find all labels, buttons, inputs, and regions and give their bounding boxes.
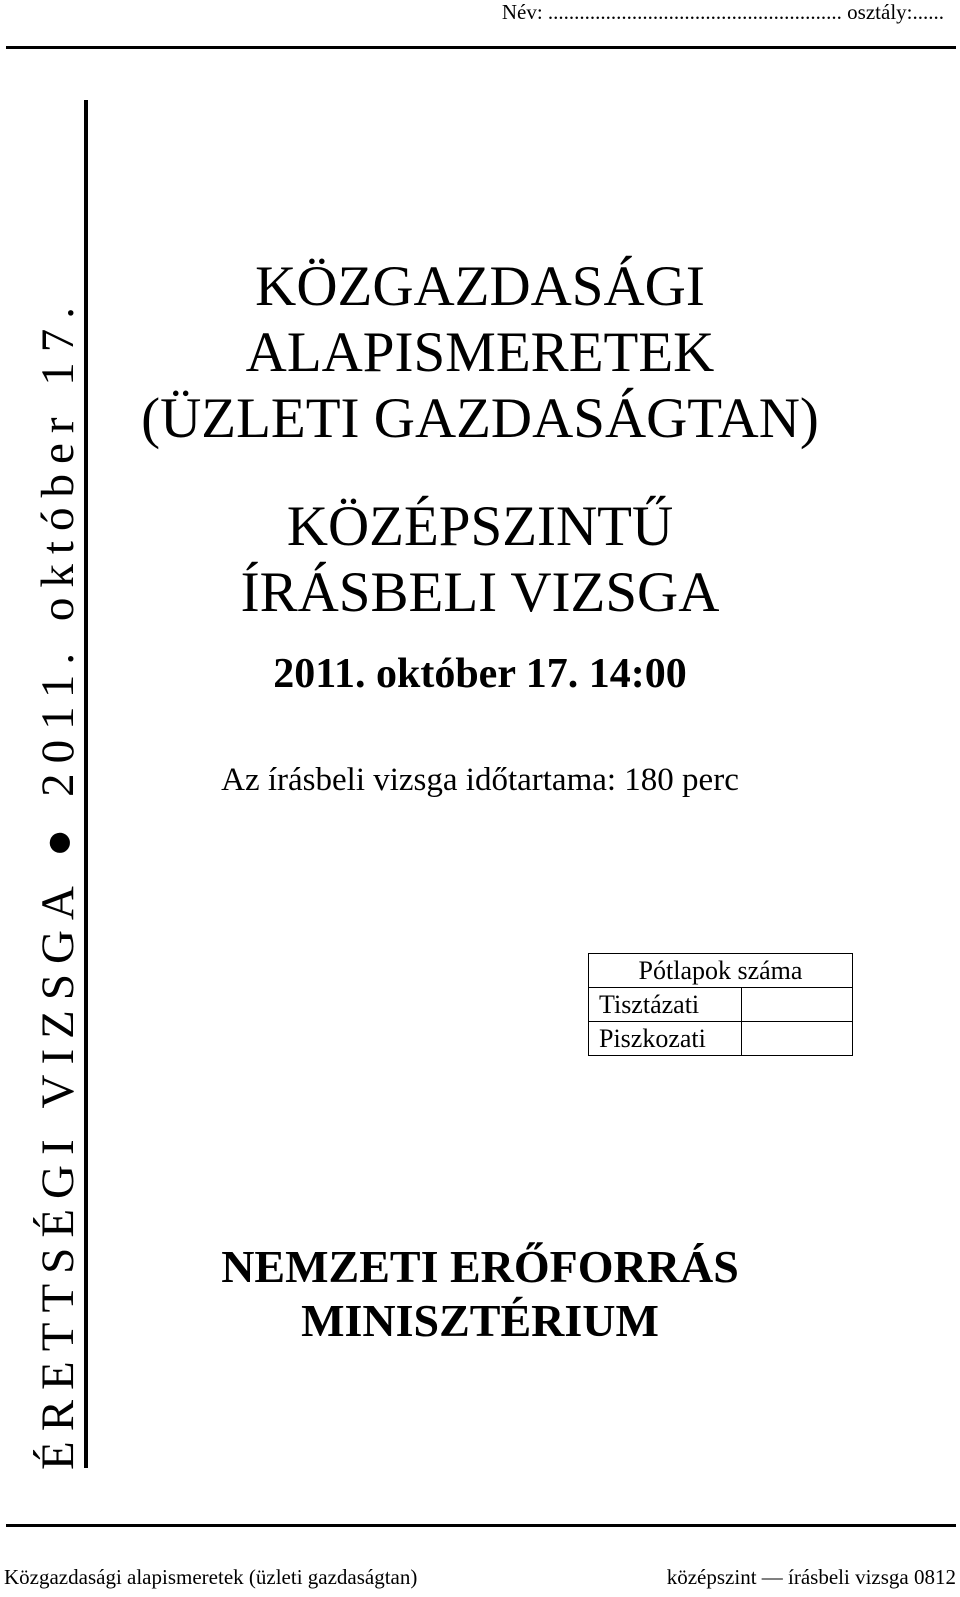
supplement-sheets-table — [588, 953, 853, 1056]
table-row-label: Piszkozati — [589, 1022, 742, 1056]
sidebar — [28, 100, 88, 1470]
table-header-cell: Pótlapok száma — [589, 954, 853, 988]
level-line-1: KÖZÉPSZINTŰ — [286, 495, 674, 558]
student-name-field: Név: ........................................................ osztály:...... — [501, 0, 944, 24]
subject-line-2: ALAPISMERETEK — [245, 321, 715, 384]
table-row — [589, 988, 853, 1022]
subject-title — [110, 254, 850, 452]
sidebar-divider — [84, 100, 88, 1468]
header-divider — [6, 46, 956, 49]
table-row-value — [742, 1022, 853, 1056]
exam-date: 2011. október 17. 14:00 — [273, 651, 687, 697]
table-row — [589, 1022, 853, 1056]
footer-divider — [6, 1524, 956, 1527]
footer-exam-code: középszint — írásbeli vizsga 0812 — [666, 1565, 956, 1589]
sidebar-vertical-title: ÉRETTSÉGI VIZSGA ● 2011. október 17. — [32, 297, 84, 1470]
table-row-value — [742, 988, 853, 1022]
ministry-line-2: MINISZTÉRIUM — [301, 1295, 659, 1346]
table-header-row — [589, 954, 853, 988]
exam-level-title — [110, 494, 850, 626]
exam-duration: Az írásbeli vizsga időtartama: 180 perc — [221, 762, 739, 798]
table-row-label: Tisztázati — [589, 988, 742, 1022]
subject-line-1: KÖZGAZDASÁGI — [255, 255, 705, 318]
level-line-2: ÍRÁSBELI VIZSGA — [240, 561, 720, 624]
footer-subject: Közgazdasági alapismeretek (üzleti gazdaságtan) — [4, 1565, 418, 1589]
ministry-line-1: NEMZETI ERŐFORRÁS — [221, 1241, 739, 1292]
subject-line-3: (ÜZLETI GAZDASÁGTAN) — [141, 387, 819, 450]
ministry-name — [110, 1240, 850, 1348]
